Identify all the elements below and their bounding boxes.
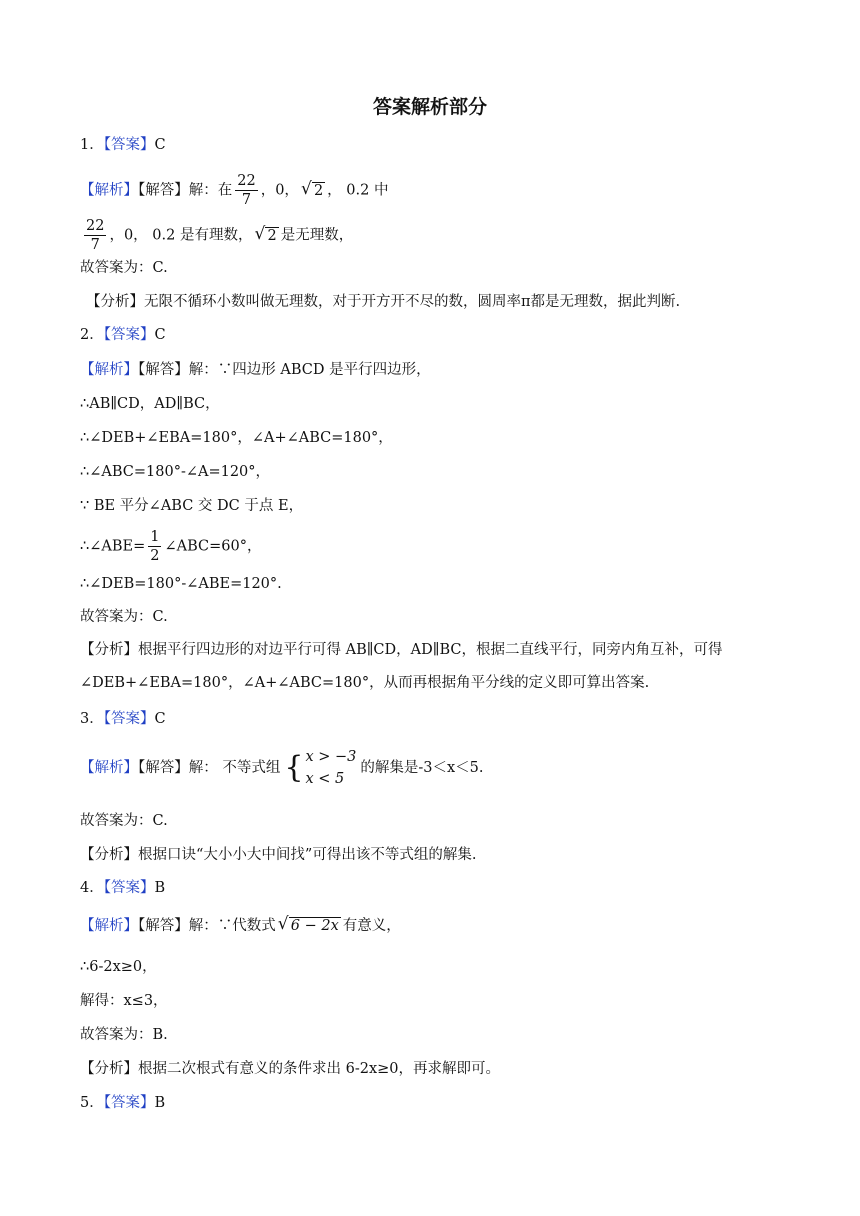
q1-answer: C — [154, 137, 166, 153]
q3-brace: { — [284, 750, 304, 785]
q1-number: 1． — [80, 137, 104, 153]
q1-solution-line1 — [80, 172, 388, 209]
q1-answer-line — [80, 135, 166, 155]
q2-answer-line — [80, 325, 166, 345]
q3-answer-tag: 【答案】 — [103, 711, 155, 727]
q2-l6-pre: ∴∠ABE= — [80, 538, 146, 555]
q3-rows — [305, 746, 356, 790]
q2-l2: ∴AB∥CD，AD∥BC， — [80, 396, 220, 412]
q1-line2-tail: 是无理数， — [280, 227, 354, 244]
q5-answer-line — [80, 1093, 165, 1113]
q3-answer-line — [80, 709, 166, 729]
q3-row2: x < 5 — [305, 771, 345, 787]
q2-conclusion: 故答案为：C. — [80, 609, 168, 625]
q1-analysis: 【分析】无限不循环小数叫做无理数，对于开方开不尽的数，圆周率π都是无理数，据此判断. — [86, 294, 681, 310]
q2-l4: ∴∠ABC=180°-∠A=120°， — [80, 464, 271, 480]
q5-answer: B — [154, 1095, 166, 1111]
q2-answer: C — [154, 327, 166, 343]
q2-answer-tag: 【答案】 — [103, 327, 155, 343]
q3-pre: 【解答】解： 不等式组 — [138, 760, 281, 776]
q3-solution-line — [80, 744, 484, 792]
q5-number: 5． — [80, 1095, 104, 1111]
q1-frac-den: 7 — [241, 192, 252, 208]
q1-frac2-den: 7 — [90, 237, 100, 253]
q4-l3: 解得：x≤3， — [80, 993, 168, 1009]
q5-answer-tag: 【答案】 — [103, 1095, 155, 1111]
q2-half-den: 2 — [150, 548, 160, 564]
q1-conclusion: 故答案为：C. — [80, 260, 168, 276]
q4-answer: B — [154, 880, 166, 896]
q2-l7: ∴∠DEB=180°-∠ABE=120°. — [80, 576, 282, 592]
q1-solution-prefix: 【解答】解：在 — [138, 182, 233, 199]
q2-l3: ∴∠DEB+∠EBA=180°，∠A+∠ABC=180°， — [80, 430, 393, 446]
q1-frac2-num: 22 — [86, 218, 105, 234]
q2-number: 2． — [80, 327, 104, 343]
q4-l2: ∴6-2x≥0， — [80, 959, 157, 975]
q1-line2-mid: ，0， 0.2 是有理数， — [109, 227, 253, 244]
page-title: 答案解析部分 — [372, 96, 487, 118]
q1-sqrt — [301, 181, 325, 201]
q4-sqrt — [278, 916, 341, 936]
q3-answer: C — [154, 711, 166, 727]
q1-fraction-2 — [84, 217, 106, 254]
q4-jiexi-tag: 【解析】 — [80, 918, 138, 934]
q2-half-fraction — [148, 528, 161, 565]
q4-conclusion: 故答案为：B. — [80, 1027, 168, 1043]
q2-jiexi-tag: 【解析】 — [80, 362, 138, 378]
q1-jiexi-tag: 【解析】 — [80, 182, 138, 199]
q2-analysis: 【分析】根据平行四边形的对边平行可得 AB∥CD，AD∥BC，根据二直线平行，同旁内角互补，可得∠DEB+∠EBA=180°，∠A+∠ABC=180°，从而再根据角平分线的定义即可算出答案. — [80, 642, 723, 691]
q1-frac-num: 22 — [237, 173, 256, 189]
q3-conclusion: 故答案为：C. — [80, 813, 168, 829]
q4-number: 4． — [80, 880, 104, 896]
q2-l1: 【解答】解：∵四边形 ABCD 是平行四边形， — [138, 362, 431, 378]
q1-sqrt-arg: 2 — [313, 182, 324, 199]
q2-l6-post: ∠ABC=60°， — [164, 538, 262, 555]
q3-post: 的解集是-3＜x＜5. — [360, 760, 484, 776]
q1-sqrt-2 — [254, 226, 278, 246]
q4-pre: 【解答】解：∵代数式 — [138, 918, 276, 934]
q1-tail: ， 0.2 中 — [327, 182, 389, 199]
q4-post: 有意义， — [342, 918, 401, 934]
q3-number: 3． — [80, 711, 104, 727]
q1-sqrt2-arg: 2 — [267, 227, 277, 244]
q4-analysis: 【分析】根据二次根式有意义的条件求出 6-2x≥0，再求解即可。 — [80, 1061, 501, 1077]
q1-sep: ，0， — [260, 182, 299, 199]
q1-fraction — [235, 172, 257, 209]
q2-half-num: 1 — [150, 529, 160, 545]
q2-l5: ∵ BE 平分∠ABC 交 DC 于点 E， — [80, 498, 304, 514]
q2-l6 — [80, 528, 261, 565]
q4-answer-line — [80, 878, 165, 898]
q3-row1: x > −3 — [305, 749, 357, 765]
q2-solution-line1 — [80, 360, 431, 380]
q4-solution-line1 — [80, 916, 401, 936]
q1-solution-line2 — [80, 217, 353, 254]
q3-analysis: 【分析】根据口诀“大小小大中间找”可得出该不等式组的解集. — [80, 847, 477, 863]
q3-inequality-system — [284, 744, 356, 792]
q1-answer-tag: 【答案】 — [103, 137, 155, 153]
q3-jiexi-tag: 【解析】 — [80, 760, 138, 776]
q4-sqrt-arg: 6 − 2x — [290, 918, 339, 934]
q4-answer-tag: 【答案】 — [103, 880, 155, 896]
